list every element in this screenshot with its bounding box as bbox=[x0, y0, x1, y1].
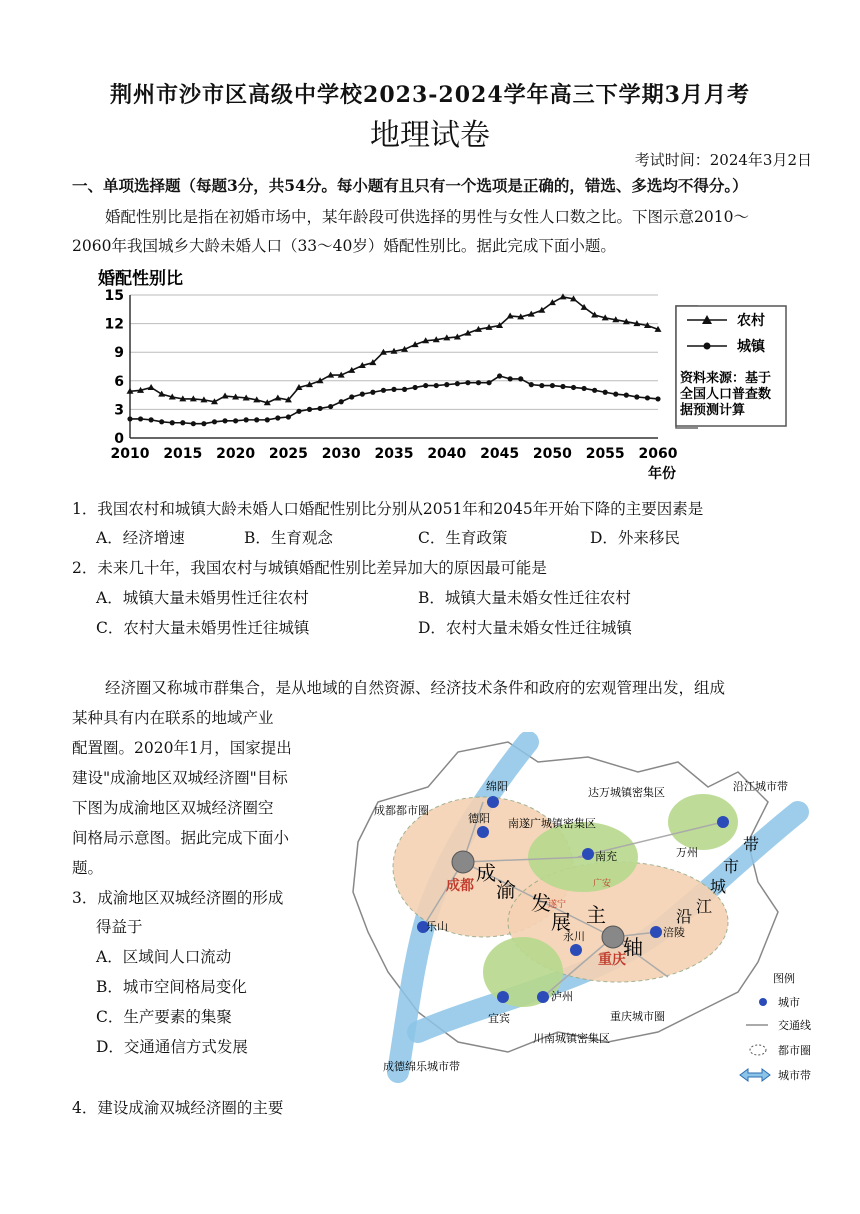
chart-xticks bbox=[111, 446, 678, 462]
city-chongqing: 重庆 bbox=[598, 952, 626, 968]
y-tick-label: 3 bbox=[114, 402, 124, 419]
q2-option-c: C．农村大量未婚男性迁往城镇 bbox=[96, 619, 310, 637]
urban-point bbox=[159, 419, 164, 424]
urban-point bbox=[180, 420, 185, 425]
urban-point bbox=[455, 381, 460, 386]
y-tick-label: 9 bbox=[114, 345, 124, 362]
urban-point bbox=[571, 385, 576, 390]
q1-stem: 1．我国农村和城镇大龄未婚人口婚配性别比分别从2051年和2045年开始下降的主要因素是 bbox=[72, 500, 704, 518]
urban-point bbox=[550, 383, 555, 388]
urban-point bbox=[296, 409, 301, 414]
label-chengdu-circle: 成都都市圈 bbox=[374, 804, 429, 817]
rural-point bbox=[559, 293, 566, 299]
sex-ratio-chart bbox=[98, 262, 698, 484]
rural-point bbox=[148, 384, 155, 390]
exam-title: 荆州市沙市区高级中学校2023-2024学年高三下学期3月月考 bbox=[110, 82, 750, 108]
map-legend-city: 城市 bbox=[778, 996, 800, 1009]
axis-char-4: 展 bbox=[551, 910, 571, 934]
urban-point bbox=[465, 380, 470, 385]
legend-rural: 农村 bbox=[737, 313, 765, 329]
city-wanzhou: 万州 bbox=[676, 846, 698, 859]
city-luzhou: 泸州 bbox=[551, 990, 573, 1003]
belt-char-1: 沿 bbox=[676, 907, 693, 926]
y-tick-label: 6 bbox=[114, 373, 124, 390]
map-legend-metro: 都市圈 bbox=[778, 1044, 811, 1057]
urban-point bbox=[486, 380, 491, 385]
chart-xlabel: 年份 bbox=[648, 466, 676, 482]
passage2-line4: 建设"成渝地区双城经济圈"目标 bbox=[72, 769, 288, 787]
city-deyang: 德阳 bbox=[468, 812, 490, 825]
x-tick-label: 2025 bbox=[268, 446, 308, 462]
urban-point bbox=[655, 396, 660, 401]
passage2-line6: 间格局示意图。据此完成下面小 bbox=[72, 829, 290, 847]
urban-point bbox=[370, 390, 375, 395]
chengyu-map bbox=[338, 732, 818, 1097]
urban-point bbox=[634, 394, 639, 399]
urban-point bbox=[201, 421, 206, 426]
chengdu-marker bbox=[452, 851, 474, 873]
urban-point bbox=[560, 384, 565, 389]
belt-char-3: 城 bbox=[710, 877, 727, 896]
city-yongchuan: 永川 bbox=[563, 930, 585, 943]
q2-option-b: B．城镇大量未婚女性迁往农村 bbox=[418, 589, 631, 607]
q1-option-d: D．外来移民 bbox=[590, 529, 680, 547]
chongqing-marker bbox=[602, 926, 624, 948]
label-nansuiguang: 南遂广城镇密集区 bbox=[508, 817, 596, 830]
urban-point bbox=[581, 386, 586, 391]
urban-point bbox=[149, 417, 154, 422]
passage1-line2: 2060年我国城乡大龄未婚人口（33～40岁）婚配性别比。据此完成下面小题。 bbox=[72, 237, 616, 255]
section-heading: 一、单项选择题（每题3分，共54分。每小题有且只有一个选项是正确的，错选、多选均不得分。） bbox=[72, 176, 748, 195]
belt-char-2: 江 bbox=[696, 897, 713, 916]
source-note-3: 据预测计算 bbox=[680, 403, 746, 418]
urban-point bbox=[328, 404, 333, 409]
x-tick-label: 2040 bbox=[427, 446, 467, 462]
urban-point bbox=[307, 407, 312, 412]
belt-char-4: 市 bbox=[723, 857, 740, 876]
urban-point bbox=[391, 387, 396, 392]
city-suining: 遂宁 bbox=[548, 900, 567, 910]
city-fuling: 涪陵 bbox=[663, 926, 685, 939]
urban-point bbox=[275, 415, 280, 420]
legend-circle-marker bbox=[704, 343, 711, 350]
urban-point bbox=[413, 385, 418, 390]
q2-option-a: A．城镇大量未婚男性迁往农村 bbox=[96, 589, 309, 607]
map-legend-title: 图例 bbox=[773, 972, 795, 985]
urban-point bbox=[170, 420, 175, 425]
x-tick-label: 2030 bbox=[321, 446, 361, 462]
exam-time: 考试时间：2024年3月2日 bbox=[634, 151, 812, 169]
passage2-line5: 下图为成渝地区双城经济圈空 bbox=[72, 799, 274, 817]
label-dawan: 达万城镇密集区 bbox=[588, 786, 665, 799]
source-note-2: 全国人口普查数 bbox=[680, 387, 772, 402]
legend-urban: 城镇 bbox=[737, 339, 765, 355]
urban-point bbox=[613, 392, 618, 397]
chart-yticks bbox=[105, 288, 125, 447]
urban-point bbox=[518, 376, 523, 381]
urban-point bbox=[434, 383, 439, 388]
x-tick-label: 2055 bbox=[585, 446, 625, 462]
chart-legend-panel bbox=[675, 300, 790, 428]
y-tick-label: 12 bbox=[104, 316, 124, 333]
map-legend bbox=[740, 971, 811, 1082]
urban-point bbox=[244, 417, 249, 422]
q3-stem-2: 得益于 bbox=[96, 918, 143, 936]
q3-option-c: C．生产要素的集聚 bbox=[96, 1008, 232, 1026]
q2-option-d: D．农村大量未婚女性迁往城镇 bbox=[418, 619, 632, 637]
urban-point bbox=[254, 417, 259, 422]
rural-point bbox=[274, 394, 281, 400]
city-leshan: 乐山 bbox=[426, 920, 448, 933]
urban-point bbox=[592, 388, 597, 393]
city-yibin: 宜宾 bbox=[488, 1012, 510, 1025]
urban-point bbox=[539, 383, 544, 388]
city-guangan: 广安 bbox=[593, 879, 612, 889]
urban-point bbox=[603, 390, 608, 395]
q4-stem: 4．建设成渝双城经济圈的主要 bbox=[72, 1099, 284, 1117]
label-chuannan: 川南城镇密集区 bbox=[533, 1032, 610, 1045]
axis-char-2: 渝 bbox=[496, 878, 516, 902]
chart-ylabel: 婚配性别比 bbox=[98, 269, 183, 289]
chart-grid bbox=[130, 295, 658, 438]
passage1-line1: 婚配性别比是指在初婚市场中，某年龄段可供选择的男性与女性人口数之比。下图示意2010～ bbox=[105, 208, 749, 226]
axis-char-5: 主 bbox=[586, 903, 606, 927]
passage2-line1: 经济圈又称城市群集合，是从地域的自然资源、经济技术条件和政府的宏观管理出发，组成 bbox=[105, 679, 726, 697]
axis-char-1: 成 bbox=[476, 861, 496, 885]
passage2-line7: 题。 bbox=[72, 859, 104, 877]
belt-char-5: 带 bbox=[743, 835, 760, 854]
x-tick-label: 2015 bbox=[163, 446, 203, 462]
source-note-1: 资料来源：基于 bbox=[680, 371, 772, 386]
urban-point bbox=[423, 383, 428, 388]
urban-point bbox=[233, 418, 238, 423]
label-chengdeleyue: 成德绵乐城市带 bbox=[383, 1060, 460, 1073]
x-tick-label: 2050 bbox=[532, 446, 572, 462]
urban-point bbox=[317, 406, 322, 411]
label-yanjiang-top: 沿江城市带 bbox=[733, 780, 788, 793]
city-mianyang: 绵阳 bbox=[486, 780, 508, 793]
x-tick-label: 2010 bbox=[110, 446, 150, 462]
rural-point bbox=[158, 391, 165, 397]
q3-option-a: A．区域间人口流动 bbox=[96, 948, 232, 966]
y-tick-label: 0 bbox=[114, 431, 124, 447]
exam-subject: 地理试卷 bbox=[370, 118, 490, 153]
q1-option-a: A．经济增速 bbox=[96, 529, 185, 547]
urban-point bbox=[191, 421, 196, 426]
label-chongqing-circle: 重庆城市圈 bbox=[610, 1010, 665, 1023]
q3-stem-1: 3．成渝地区双城经济圈的形成 bbox=[72, 889, 284, 907]
urban-point bbox=[402, 387, 407, 392]
map-legend-transport: 交通线 bbox=[778, 1019, 811, 1032]
x-tick-label: 2035 bbox=[374, 446, 414, 462]
urban-point bbox=[645, 395, 650, 400]
urban-point bbox=[444, 382, 449, 387]
map-legend-belt: 城市带 bbox=[778, 1069, 811, 1082]
urban-point bbox=[138, 416, 143, 421]
urban-point bbox=[212, 419, 217, 424]
axis-char-6: 轴 bbox=[623, 935, 643, 959]
x-tick-label: 2060 bbox=[638, 446, 678, 462]
urban-point bbox=[360, 392, 365, 397]
urban-point bbox=[529, 382, 534, 387]
q3-option-d: D．交通通信方式发展 bbox=[96, 1038, 248, 1056]
urban-point bbox=[222, 418, 227, 423]
x-tick-label: 2045 bbox=[480, 446, 520, 462]
urban-point bbox=[381, 388, 386, 393]
q1-option-c: C．生育政策 bbox=[418, 529, 508, 547]
passage2-line3: 配置圈。2020年1月，国家提出 bbox=[72, 739, 292, 757]
y-tick-label: 15 bbox=[104, 288, 124, 304]
q2-stem: 2．未来几十年，我国农村与城镇婚配性别比差异加大的原因最可能是 bbox=[72, 559, 547, 577]
urban-point bbox=[476, 380, 481, 385]
urban-point bbox=[508, 376, 513, 381]
passage2-line2: 某种具有内在联系的地域产业 bbox=[72, 709, 274, 727]
city-chengdu: 成都 bbox=[446, 878, 474, 894]
q3-option-b: B．城市空间格局变化 bbox=[96, 978, 247, 996]
urban-point bbox=[339, 399, 344, 404]
urban-point bbox=[624, 393, 629, 398]
q1-option-b: B．生育观念 bbox=[244, 529, 333, 547]
urban-point bbox=[127, 416, 132, 421]
urban-point bbox=[286, 414, 291, 419]
urban-point bbox=[497, 373, 502, 378]
urban-point bbox=[349, 394, 354, 399]
axis-char-3: 发 bbox=[531, 891, 551, 915]
urban-point bbox=[265, 417, 270, 422]
series-line-urban bbox=[130, 376, 658, 424]
city-nanchong: 南充 bbox=[595, 850, 617, 863]
x-tick-label: 2020 bbox=[216, 446, 256, 462]
